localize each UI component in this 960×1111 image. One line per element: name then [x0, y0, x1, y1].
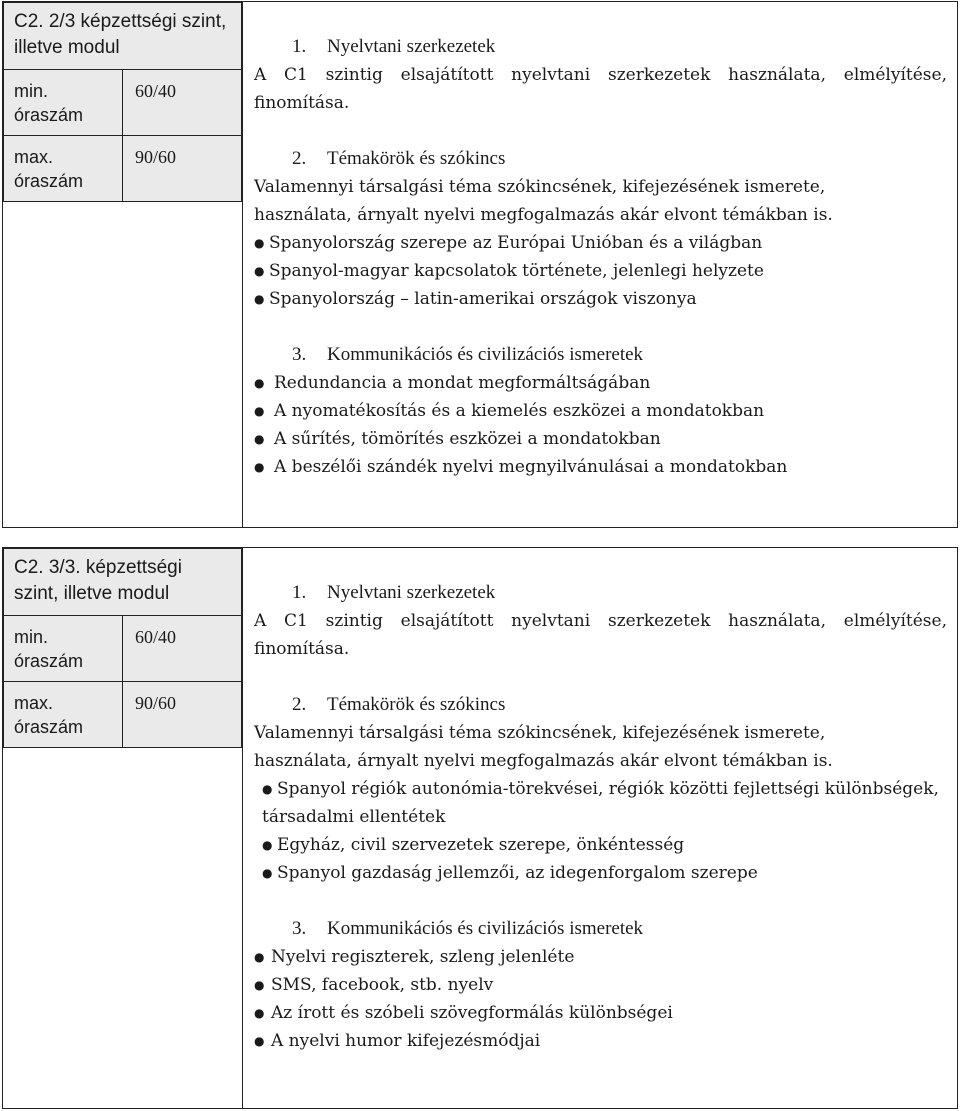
- section-heading: 1. Nyelvtani szerkezetek: [292, 36, 496, 57]
- list-item: ● Spanyolország – latin-amerikai országok viszonya: [254, 285, 947, 313]
- section-communication: [254, 341, 947, 481]
- section-heading: 3. Kommunikációs és civilizációs ismeretek: [292, 344, 644, 365]
- bullet-icon: ●: [254, 292, 265, 306]
- list-item: ● A nyelvi humor kifejezésmódjai: [254, 1027, 947, 1055]
- section-topics: [254, 691, 947, 887]
- section-topics: [254, 145, 947, 313]
- module-meta-table: [3, 548, 242, 748]
- section-heading: 2. Témakörök és szókincs: [292, 694, 506, 715]
- module-table-c2-2: [2, 1, 958, 528]
- bullet-icon: ●: [254, 432, 265, 446]
- min-hours-label: min. óraszám: [14, 627, 84, 671]
- list-item: ● Egyház, civil szervezetek szerepe, önkéntesség: [254, 831, 947, 859]
- list-item: ● SMS, facebook, stb. nyelv: [254, 971, 947, 999]
- bullet-icon: ●: [262, 866, 273, 880]
- bullet-icon: ●: [254, 404, 265, 418]
- list-item: ● Redundancia a mondat megformáltságában: [254, 369, 947, 397]
- bullet-icon: ●: [254, 1006, 265, 1020]
- min-hours-value: 60/40: [135, 81, 177, 101]
- section-text: A C1 szintig elsajátított nyelvtani szerkezetek használata, elmélyítése, finomítása.: [254, 65, 947, 113]
- module-title-cell: [4, 3, 242, 70]
- bullet-icon: ●: [254, 376, 265, 390]
- list-item: ● Nyelvi regiszterek, szleng jelenléte: [254, 943, 947, 971]
- bullet-icon: ●: [254, 978, 265, 992]
- max-hours-label: max. óraszám: [14, 147, 84, 191]
- module-side-cell: [3, 2, 243, 528]
- module-content-cell: [243, 548, 958, 1109]
- section-heading: 1. Nyelvtani szerkezetek: [292, 582, 496, 603]
- section-communication: [254, 915, 947, 1055]
- section-text: Valamennyi társalgási téma szókincsének, kifejezésének ismerete, használata, árnyalt nyelvi megfogalmazás akár elvont témákban is.: [254, 723, 833, 771]
- communication-list: [254, 943, 947, 1055]
- bullet-icon: ●: [254, 236, 265, 250]
- module-title: C2. 2/3 képzettségi szint, illetve modul: [14, 11, 227, 58]
- topic-list: [254, 775, 947, 887]
- bullet-icon: ●: [254, 460, 265, 474]
- module-content: [243, 548, 957, 1093]
- max-hours-label: max. óraszám: [14, 693, 84, 737]
- min-hours-value: 60/40: [135, 627, 177, 647]
- section-grammar: [254, 579, 947, 663]
- bullet-icon: ●: [262, 838, 273, 852]
- list-item: ● Spanyol régiók autonómia-törekvései, régiók közötti fejlettségi különbségek, társadalmi ellentétek: [254, 775, 947, 831]
- list-item: ● Spanyolország szerepe az Európai Unióban és a világban: [254, 229, 947, 257]
- section-heading: 3. Kommunikációs és civilizációs ismeretek: [292, 918, 644, 939]
- section-text: Valamennyi társalgási téma szókincsének, kifejezésének ismerete, használata, árnyalt nyelvi megfogalmazás akár elvont témákban is.: [254, 177, 833, 225]
- bullet-icon: ●: [254, 1034, 265, 1048]
- bullet-icon: ●: [254, 264, 265, 278]
- module-meta-table: [3, 2, 242, 202]
- list-item: ● A beszélői szándék nyelvi megnyilvánulásai a mondatokban: [254, 453, 947, 481]
- module-side-cell: [3, 548, 243, 1109]
- list-item: ● A nyomatékosítás és a kiemelés eszközei a mondatokban: [254, 397, 947, 425]
- section-heading: 2. Témakörök és szókincs: [292, 148, 506, 169]
- section-grammar: [254, 33, 947, 117]
- module-content: [243, 2, 957, 519]
- max-hours-value: 90/60: [135, 147, 177, 167]
- module-content-cell: [243, 2, 958, 528]
- section-text: A C1 szintig elsajátított nyelvtani szerkezetek használata, elmélyítése, finomítása.: [254, 611, 947, 659]
- list-item: ● A sűrítés, tömörítés eszközei a mondatokban: [254, 425, 947, 453]
- list-item: ● Spanyol-magyar kapcsolatok története, jelenlegi helyzete: [254, 257, 947, 285]
- bullet-icon: ●: [262, 782, 273, 796]
- topic-list: [254, 229, 947, 313]
- bullet-icon: ●: [254, 950, 265, 964]
- max-hours-value: 90/60: [135, 693, 177, 713]
- list-item: ● Az írott és szóbeli szövegformálás különbségei: [254, 999, 947, 1027]
- min-hours-label: min. óraszám: [14, 81, 84, 125]
- module-title-cell: [4, 549, 242, 616]
- module-title: C2. 3/3. képzettségi szint, illetve modul: [14, 557, 182, 604]
- list-item: ● Spanyol gazdaság jellemzői, az idegenforgalom szerepe: [254, 859, 947, 887]
- communication-list: [254, 369, 947, 481]
- module-table-c2-3: [2, 547, 958, 1109]
